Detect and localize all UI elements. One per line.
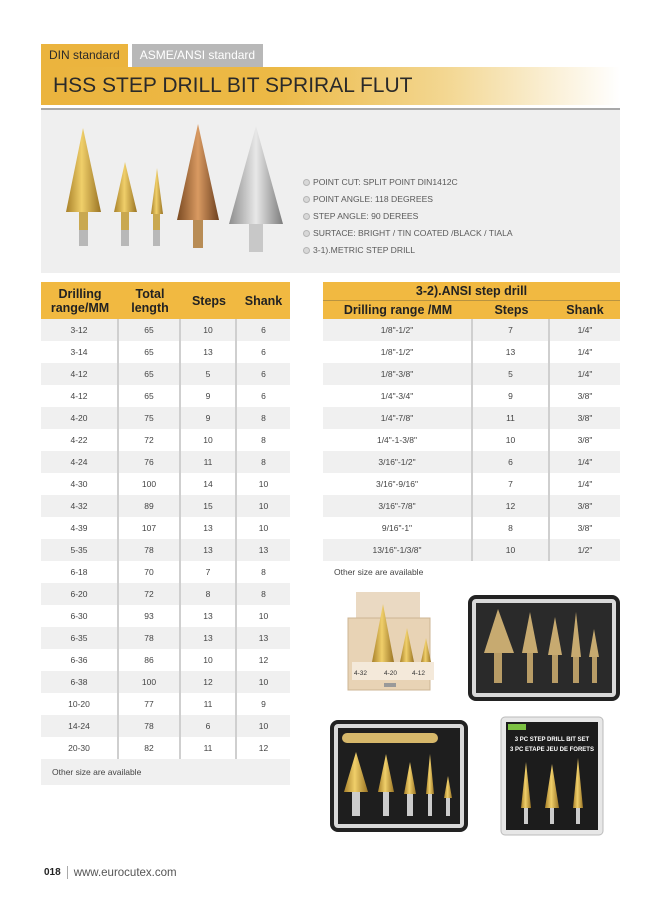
gold-bit-large: [66, 128, 101, 246]
cell-drilling-range: 1/8"-1/2": [323, 319, 473, 341]
cell-shank: 3/8": [577, 413, 593, 423]
cell-steps: 6: [181, 715, 237, 737]
ansi-table-row: [323, 407, 620, 429]
metric-table-row: [41, 517, 290, 539]
cell-drilling-range: 10-20: [41, 693, 119, 715]
cell-total-length: 70: [119, 561, 181, 583]
website-link[interactable]: www.eurocutex.com: [73, 866, 177, 879]
gold-bit-medium: [114, 162, 137, 246]
metric-table-row: [41, 693, 290, 715]
cell-shank: 6: [261, 391, 266, 401]
gold-bit-small: [151, 168, 163, 246]
metric-table-row: [41, 737, 290, 759]
cell-total-length: 86: [119, 649, 181, 671]
cell-shank: 1/4": [577, 325, 593, 335]
title-banner: [41, 67, 620, 105]
cell-shank: 6: [261, 369, 266, 379]
header-steps: Steps: [191, 293, 227, 308]
cell-drilling-range: 6-18: [41, 561, 119, 583]
metric-table-row: [41, 473, 290, 495]
tab-asme-ansi-standard[interactable]: ASME/ANSI standard: [132, 44, 263, 67]
cell-shank: 8: [261, 435, 266, 445]
standard-tabs: [41, 44, 263, 67]
cell-shank: 10: [258, 523, 269, 533]
metric-table-row: [41, 363, 290, 385]
cell-total-length: 72: [119, 583, 181, 605]
cell-shank: 13: [258, 545, 269, 555]
spec-item: POINT ANGLE: 118 DEGREES: [303, 191, 513, 208]
ansi-table: [323, 282, 620, 577]
cell-total-length: 65: [119, 319, 181, 341]
box-label: 4-12: [412, 670, 426, 677]
metric-table-row: [41, 407, 290, 429]
cell-drilling-range: 1/4"-1-3/8": [323, 429, 473, 451]
cell-steps: 13: [181, 341, 237, 363]
metric-table-header: [41, 282, 290, 319]
cell-drilling-range: 1/8"-1/2": [323, 341, 473, 363]
step-drill-bits-image: [61, 122, 301, 262]
metric-table-row: [41, 319, 290, 341]
cell-steps: 9: [181, 385, 237, 407]
silver-bit: [229, 126, 283, 252]
spec-item: POINT CUT: SPLIT POINT DIN1412C: [303, 174, 513, 191]
bullet-icon: [303, 247, 310, 254]
spec-item: 3-1).METRIC STEP DRILL: [303, 242, 513, 259]
bronze-bit: [177, 124, 219, 248]
cell-steps: 13: [181, 627, 237, 649]
cell-total-length: 89: [119, 495, 181, 517]
hero-panel: [41, 110, 620, 273]
cell-steps: 11: [181, 737, 237, 759]
metric-table-row: [41, 715, 290, 737]
cell-steps: 12: [181, 671, 237, 693]
header-shank: Shank: [244, 293, 283, 308]
cell-total-length: 100: [119, 671, 181, 693]
cell-steps: 15: [181, 495, 237, 517]
cell-drilling-range: 3/16"-7/8": [323, 495, 473, 517]
ansi-table-row: [323, 473, 620, 495]
cell-shank: 10: [258, 479, 269, 489]
cell-steps: 14: [181, 473, 237, 495]
cell-steps: 6: [473, 451, 550, 473]
cell-steps: 10: [181, 319, 237, 341]
cell-drilling-range: 20-30: [41, 737, 119, 759]
cell-shank: 1/4": [577, 369, 593, 379]
cell-drilling-range: 6-30: [41, 605, 119, 627]
cell-drilling-range: 6-20: [41, 583, 119, 605]
cell-shank: 10: [258, 611, 269, 621]
cell-drilling-range: 4-12: [41, 385, 119, 407]
cell-shank: 3/8": [577, 501, 593, 511]
tab-din-standard[interactable]: DIN standard: [41, 44, 128, 67]
metric-table-row: [41, 627, 290, 649]
cell-drilling-range: 4-24: [41, 451, 119, 473]
metric-table-row: [41, 671, 290, 693]
metric-table-row: [41, 429, 290, 451]
cell-drilling-range: 6-38: [41, 671, 119, 693]
cell-steps: 11: [181, 451, 237, 473]
header-shank: Shank: [566, 303, 604, 317]
spec-item: SURTACE: BRIGHT / TIN COATED /BLACK / TIALA: [303, 225, 513, 242]
cell-shank: 3/8": [577, 435, 593, 445]
cell-steps: 7: [473, 473, 550, 495]
cell-shank: 1/4": [577, 479, 593, 489]
cell-total-length: 65: [119, 385, 181, 407]
cell-drilling-range: 6-35: [41, 627, 119, 649]
ansi-table-row: [323, 451, 620, 473]
cell-drilling-range: 4-20: [41, 407, 119, 429]
cell-shank: 8: [261, 567, 266, 577]
cell-drilling-range: 3/16"-1/2": [323, 451, 473, 473]
cell-total-length: 78: [119, 627, 181, 649]
ansi-table-body: [323, 319, 620, 561]
cell-steps: 9: [181, 407, 237, 429]
cell-shank: 8: [261, 413, 266, 423]
bullet-icon: [303, 196, 310, 203]
cell-drilling-range: 4-30: [41, 473, 119, 495]
cell-steps: 10: [181, 429, 237, 451]
bullet-icon: [303, 213, 310, 220]
cell-total-length: 100: [119, 473, 181, 495]
metric-table-row: [41, 341, 290, 363]
cell-drilling-range: 3-14: [41, 341, 119, 363]
page-footer: [44, 866, 177, 879]
cell-steps: 11: [473, 407, 550, 429]
blister-pack-set-photo: [500, 716, 604, 836]
cell-shank: 10: [258, 721, 269, 731]
cell-drilling-range: 1/4"-3/4": [323, 385, 473, 407]
aluminum-case-set-photo: [468, 595, 620, 703]
metric-table: [41, 282, 290, 785]
metric-table-body: [41, 319, 290, 759]
cell-drilling-range: 6-36: [41, 649, 119, 671]
cell-steps: 8: [473, 517, 550, 539]
cell-total-length: 82: [119, 737, 181, 759]
metric-table-row: [41, 649, 290, 671]
cell-steps: 5: [181, 363, 237, 385]
cell-shank: 12: [258, 743, 269, 753]
cell-steps: 7: [473, 319, 550, 341]
cell-steps: 9: [473, 385, 550, 407]
cell-shank: 1/4": [577, 347, 593, 357]
cell-steps: 11: [181, 693, 237, 715]
metric-table-row: [41, 583, 290, 605]
footer-divider: [67, 866, 68, 879]
cell-drilling-range: 3/16"-9/16": [323, 473, 473, 495]
ansi-table-title: 3-2).ANSI step drill: [323, 282, 620, 301]
cell-total-length: 72: [119, 429, 181, 451]
cell-steps: 13: [181, 517, 237, 539]
ansi-table-row: [323, 539, 620, 561]
ansi-table-row: [323, 517, 620, 539]
metric-table-row: [41, 451, 290, 473]
cell-shank: 10: [258, 501, 269, 511]
spec-list: [303, 174, 513, 259]
metric-table-row: [41, 385, 290, 407]
cell-steps: 7: [181, 561, 237, 583]
cell-total-length: 77: [119, 693, 181, 715]
cell-total-length: 76: [119, 451, 181, 473]
cell-shank: 1/4": [577, 457, 593, 467]
cell-drilling-range: 13/16"-1/3/8": [323, 539, 473, 561]
cell-steps: 12: [473, 495, 550, 517]
cell-shank: 6: [261, 347, 266, 357]
cell-steps: 10: [473, 539, 550, 561]
spec-item: STEP ANGLE: 90 DEREES: [303, 208, 513, 225]
cell-drilling-range: 9/16"-1": [323, 517, 473, 539]
cell-drilling-range: 4-39: [41, 517, 119, 539]
cell-steps: 5: [473, 363, 550, 385]
metric-table-row: [41, 561, 290, 583]
cell-steps: 13: [181, 539, 237, 561]
cell-total-length: 75: [119, 407, 181, 429]
cell-drilling-range: 4-32: [41, 495, 119, 517]
metric-table-footnote: Other size are available: [41, 759, 290, 785]
cell-steps: 13: [473, 341, 550, 363]
page-title: HSS STEP DRILL BIT SPRIRAL FLUT: [53, 74, 413, 97]
cell-total-length: 65: [119, 363, 181, 385]
ansi-table-row: [323, 363, 620, 385]
header-drilling-range: Drilling range /MM: [343, 303, 453, 317]
ansi-table-row: [323, 429, 620, 451]
wooden-box-set-photo: [340, 590, 440, 692]
cell-shank: 3/8": [577, 523, 593, 533]
cell-drilling-range: 14-24: [41, 715, 119, 737]
cell-shank: 8: [261, 589, 266, 599]
blister-title: 3 PC STEP DRILL BIT SET: [514, 737, 590, 743]
page-number: 018: [44, 867, 61, 878]
ansi-table-row: [323, 495, 620, 517]
cell-total-length: 107: [119, 517, 181, 539]
ansi-table-row: [323, 319, 620, 341]
cell-shank: 1/2": [577, 545, 593, 555]
cell-steps: 8: [181, 583, 237, 605]
ansi-table-row: [323, 385, 620, 407]
black-case-set-photo: [330, 720, 468, 832]
cell-shank: 12: [258, 655, 269, 665]
cell-steps: 10: [181, 649, 237, 671]
ansi-table-footnote: Other size are available: [334, 567, 424, 577]
cell-shank: 10: [258, 677, 269, 687]
blister-subtitle: 3 PC ETAPE JEU DE FORETS: [510, 747, 594, 753]
metric-table-row: [41, 495, 290, 517]
header-steps: Steps: [494, 303, 529, 317]
cell-shank: 3/8": [577, 391, 593, 401]
cell-steps: 10: [473, 429, 550, 451]
cell-drilling-range: 1/4"-7/8": [323, 407, 473, 429]
bullet-icon: [303, 230, 310, 237]
cell-total-length: 65: [119, 341, 181, 363]
cell-shank: 9: [261, 699, 266, 709]
metric-table-row: [41, 539, 290, 561]
cell-shank: 13: [258, 633, 269, 643]
header-total-length: Total length: [131, 286, 169, 315]
cell-total-length: 78: [119, 715, 181, 737]
cell-drilling-range: 1/8"-3/8": [323, 363, 473, 385]
ansi-table-header: [323, 301, 620, 319]
ansi-table-row: [323, 341, 620, 363]
cell-drilling-range: 5-35: [41, 539, 119, 561]
cell-steps: 13: [181, 605, 237, 627]
cell-drilling-range: 3-12: [41, 319, 119, 341]
header-drilling-range: Drilling range/MM: [50, 286, 110, 315]
metric-table-row: [41, 605, 290, 627]
cell-drilling-range: 4-12: [41, 363, 119, 385]
box-label: 4-20: [384, 670, 398, 677]
cell-total-length: 93: [119, 605, 181, 627]
cell-shank: 8: [261, 457, 266, 467]
box-label: 4-32: [354, 670, 368, 677]
cell-drilling-range: 4-22: [41, 429, 119, 451]
bullet-icon: [303, 179, 310, 186]
cell-total-length: 78: [119, 539, 181, 561]
cell-shank: 6: [261, 325, 266, 335]
